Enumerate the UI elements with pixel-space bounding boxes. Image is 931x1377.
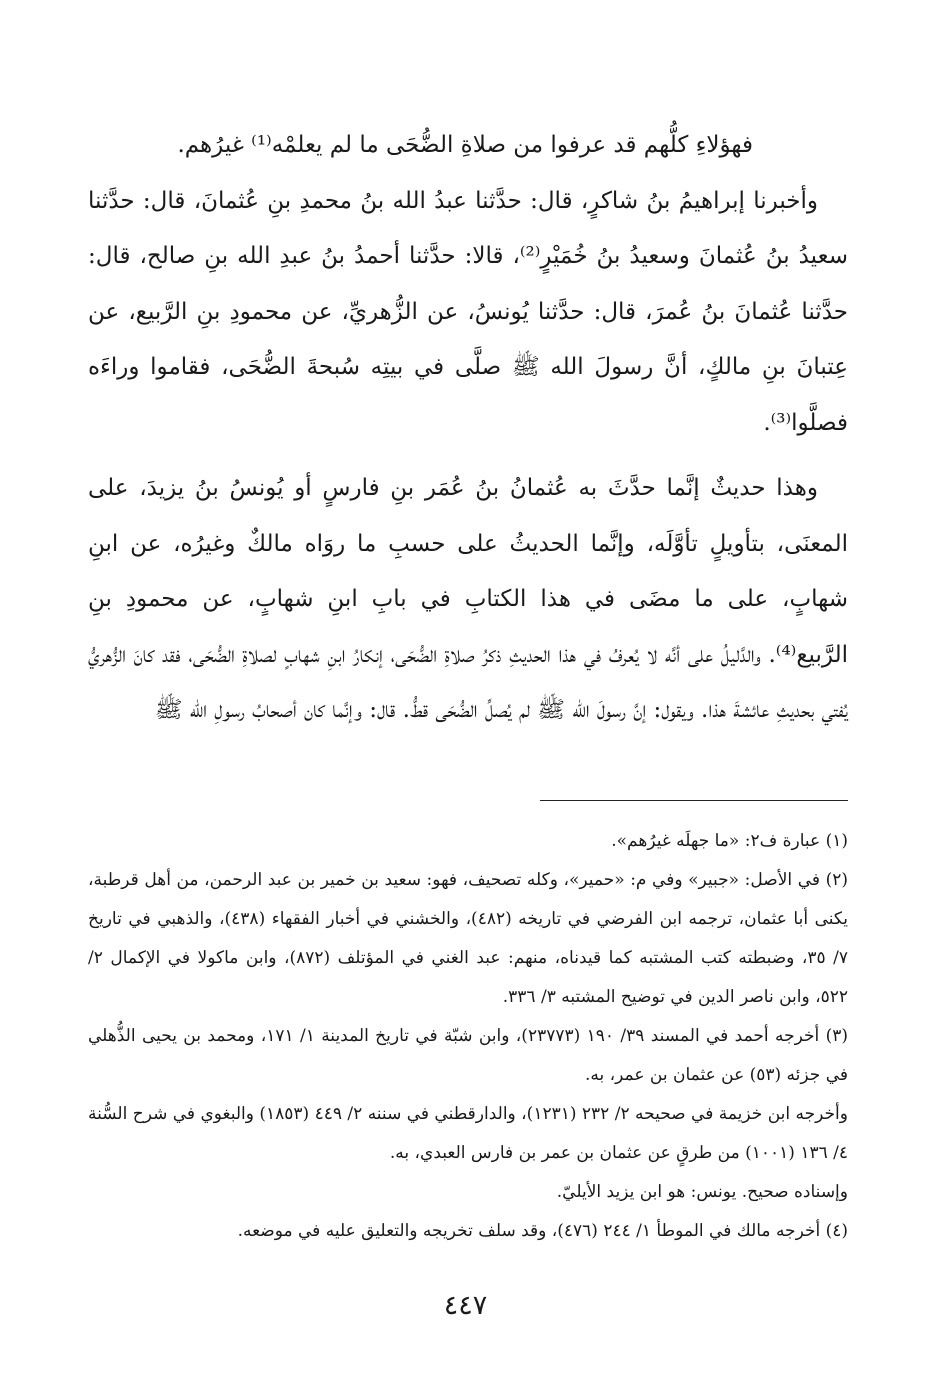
footnote-3-continued-b: وإسناده صحيح. يونس: هو ابن يزيد الأيليّ.: [556, 1182, 848, 1202]
footnote-divider: [540, 800, 848, 801]
paragraph-3: وهذا حديثٌ إنَّما حدَّثَ به عُثمانُ بنُ عُمَر بنِ فارسٍ أو يُونسُ بنُ يزيدَ، على المعنَى، بتأويلٍ تأوَّلَه، وإنَّما الحديثُ على حسبِ ما روَاه مالكٌ وغيرُه، عن ابنِ شهابٍ، على ما مضَى في هذا الكتابِ في بابِ ابنِ شهابٍ، عن محمودِ بنِ الرَّبيع⁽⁴⁾. والدَّليلُ على أنَّه لا يُعرفُ في هذا الحديثِ ذكرُ صلاةِ الضُّحَى، إنكارُ ابنِ شهابٍ لصلاةِ الضُّحَى، فقد كانَ الزُّهريُّ يُفتي بحديثِ عائشةَ هذا. ويقول: إنَّ رسولَ الله ﷺ لم يُصلِّ الضُّحَى قطُّ. قال: وإنَّما كان أصحابُ رسولِ الله ﷺ: [88, 475, 848, 723]
footnote-2: (٢) في الأصل: «جبير» وفي م: «حمير»، وكله تصحيف، فهو: سعيد بن خمير بن عبد الرحمن، من أهل قرطبة، يكنى أبا عثمان، ترجمه ابن الفرضي في تاريخه (٤٨٢)، والخشني في أخبار الفقهاء (٤٣٨)، والذهبي في تاريخ ٧/ ٣٥، وضبطته كتب المشتبه كما قيدناه، منهم: عبد الغني في المؤتلف (٨٧٢)، وابن ماكولا في الإكمال ٢/ ٥٢٢، وابن ناصر الدين في توضيح المشتبه ٣/ ٣٣٦.: [88, 870, 848, 1007]
paragraph-1: فهؤلاءِ كلُّهم قد عرفوا من صلاةِ الضُّحَى ما لم يعلمْه⁽¹⁾ غيرُهم.: [177, 132, 753, 158]
footnotes: [88, 822, 848, 1251]
page-number: ٤٤٧: [443, 1290, 488, 1321]
footnote-3: (٣) أخرجه أحمد في المسند ٣٩/ ١٩٠ (٢٣٧٧٣)، وابن شبّة في تاريخ المدينة ١/ ١٧١، ومحمد بن يحيى الذُّهلي في جزئه (٥٣) عن عثمان بن عمر، به.: [88, 1026, 848, 1085]
paragraph-2: وأخبرنا إبراهيمُ بنُ شاكرٍ، قال: حدَّثنا عبدُ الله بنُ محمدِ بنِ عُثمانَ، قال: حدَّثنا سعيدُ بنُ عُثمانَ وسعيدُ بنُ خُمَيْرٍ⁽²⁾، قالا: حدَّثنا أحمدُ بنُ عبدِ الله بنِ صالح، قال: حدَّثنا عُثمانَ بنُ عُمرَ، قال: حدَّثنا يُونسُ، عن الزُّهريِّ، عن محمودِ بنِ الرَّبيع، عن عِتبانَ بنِ مالكٍ، أنَّ رسولَ الله ﷺ صلَّى في بيتِه سُبحةَ الضُّحَى، فقاموا وراءَه فصلَّوا⁽³⁾.: [88, 187, 848, 436]
main-text: [88, 118, 848, 739]
footnote-3-continued-a: وأخرجه ابن خزيمة في صحيحه ٢/ ٢٣٢ (١٢٣١)، والدارقطني في سننه ٢/ ٤٤٩ (١٨٥٣) والبغوي في شرح السُّنة ٤/ ١٣٦ (١٠٠١) من طرقٍ عن عثمان بن عمر بن فارس العبدي، به.: [88, 1104, 848, 1163]
footnote-1: (١) عبارة ف٢: «ما جهلَه غيرُهم».: [611, 831, 848, 851]
footnote-4: (٤) أخرجه مالك في الموطأ ١/ ٢٤٤ (٤٧٦)، وقد سلف تخريجه والتعليق عليه في موضعه.: [237, 1221, 848, 1241]
